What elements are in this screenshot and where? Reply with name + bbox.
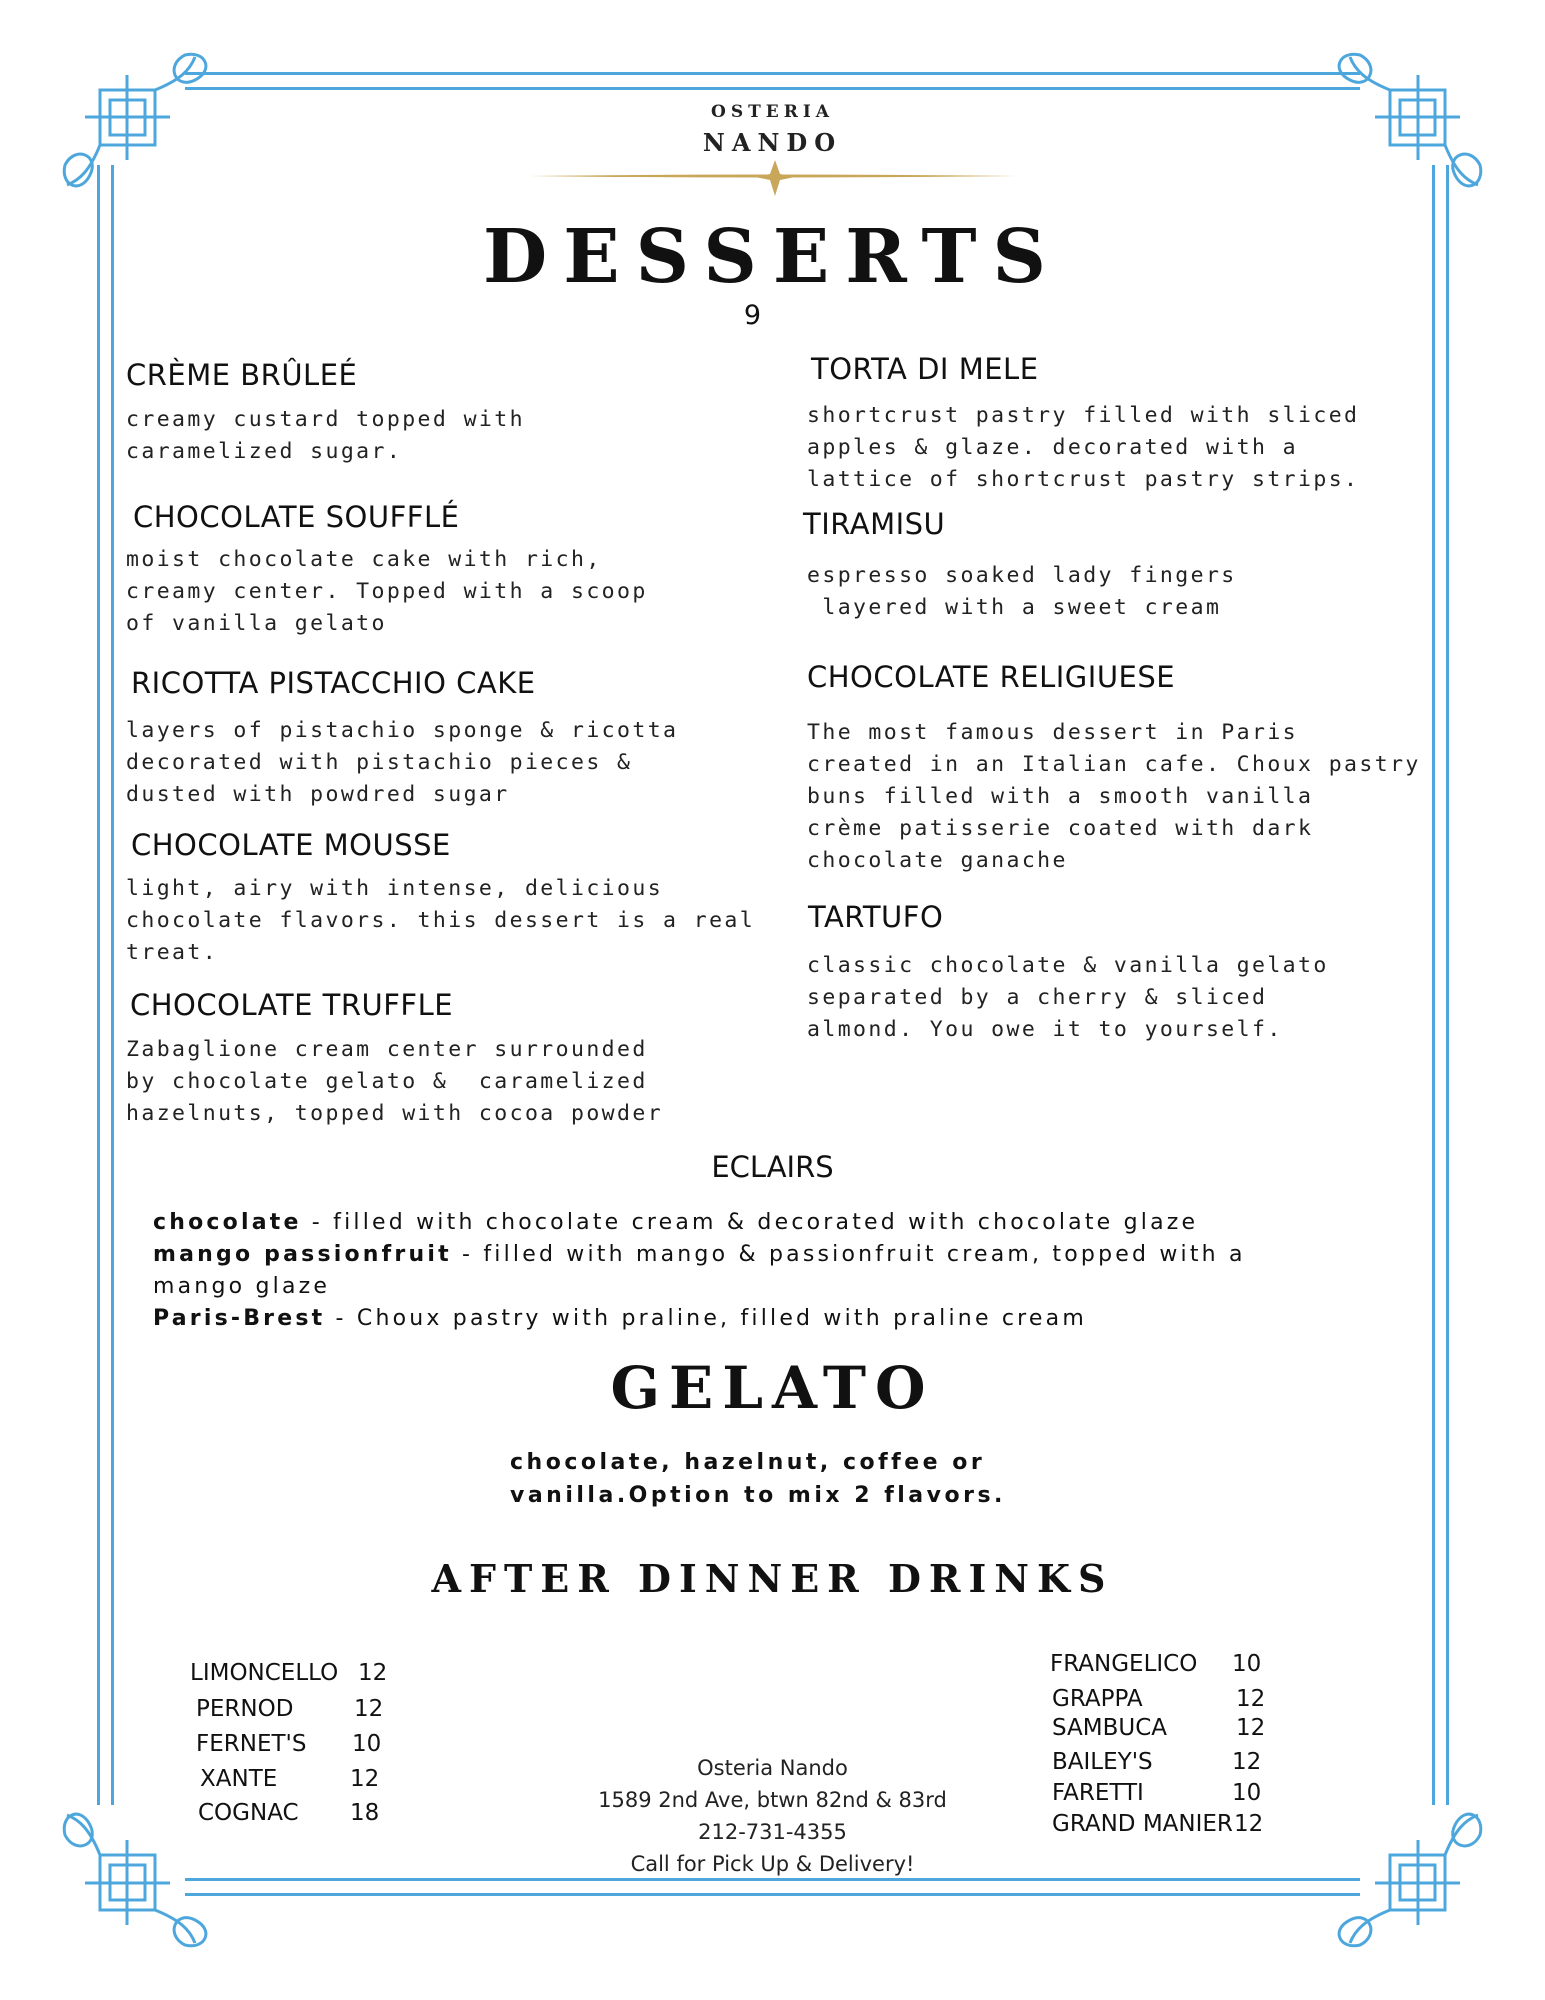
- dessert-name: TARTUFO: [808, 900, 944, 934]
- gold-star-divider: [530, 160, 1020, 200]
- eclair-description: - Choux pastry with praline, filled with praline cream: [325, 1306, 1087, 1331]
- drink-name: GRAND MANIER: [1052, 1811, 1233, 1837]
- drink-price: 12: [1236, 1715, 1266, 1741]
- drink-name: GRAPPA: [1052, 1686, 1143, 1712]
- brand-name-small: OSTERIA: [711, 102, 834, 122]
- drink-item: [1052, 1715, 1266, 1741]
- drink-name: SAMBUCA: [1052, 1715, 1168, 1741]
- drink-item: [196, 1696, 384, 1722]
- drink-item: [190, 1660, 388, 1686]
- dessert-name: CHOCOLATE SOUFFLÉ: [133, 500, 460, 534]
- contact-restaurant-name: Osteria Nando: [697, 1756, 848, 1780]
- dessert-description: espresso soaked lady fingers layered with a sweet cream: [807, 563, 1237, 620]
- eclairs-title: ECLAIRS: [711, 1150, 834, 1184]
- frame-top-inner: [185, 87, 1360, 90]
- dessert-name: CRÈME BRÛLEÉ: [126, 358, 358, 392]
- dessert-name: CHOCOLATE RELIGIUESE: [807, 660, 1176, 694]
- drink-price: 18: [350, 1800, 380, 1826]
- gelato-title: GELATO: [610, 1354, 935, 1422]
- dessert-name: CHOCOLATE TRUFFLE: [130, 988, 454, 1022]
- drinks-title: AFTER DINNER DRINKS: [431, 1556, 1114, 1601]
- dessert-name: TORTA DI MELE: [811, 352, 1039, 386]
- eclair-item: [153, 1303, 1413, 1335]
- contact-note: Call for Pick Up & Delivery!: [630, 1852, 915, 1876]
- drink-price: 10: [352, 1731, 382, 1757]
- drink-price: 12: [1232, 1749, 1262, 1775]
- drink-name: COGNAC: [198, 1800, 299, 1826]
- desserts-price: 9: [743, 300, 762, 331]
- drink-price: 12: [350, 1766, 380, 1792]
- drink-name: FERNET'S: [196, 1731, 307, 1757]
- contact-address: 1589 2nd Ave, btwn 82nd & 83rd: [598, 1788, 947, 1812]
- eclair-description: mango glaze: [153, 1274, 331, 1299]
- dessert-name: CHOCOLATE MOUSSE: [131, 828, 451, 862]
- dessert-description: classic chocolate & vanilla gelato separated by a cherry & sliced almond. You owe it to yourself.: [807, 953, 1329, 1042]
- drink-price: 12: [354, 1696, 384, 1722]
- dessert-description: creamy custard topped with caramelized sugar.: [126, 407, 525, 464]
- eclair-item: [153, 1239, 1413, 1271]
- drink-name: FARETTI: [1052, 1780, 1144, 1806]
- dessert-name: TIRAMISU: [803, 507, 946, 541]
- dessert-description: light, airy with intense, delicious chocolate flavors. this dessert is a real treat.: [126, 876, 756, 965]
- drink-price: 12: [358, 1660, 388, 1686]
- drink-price: 12: [1236, 1686, 1266, 1712]
- eclair-item: [153, 1207, 1413, 1239]
- drink-item: [1052, 1686, 1266, 1712]
- dessert-description: layers of pistachio sponge & ricotta decorated with pistachio pieces & dusted with powdred sugar: [126, 718, 679, 807]
- drink-name: PERNOD: [196, 1696, 294, 1722]
- dessert-description: shortcrust pastry filled with sliced apples & glaze. decorated with a lattice of shortcrust pastry strips.: [807, 403, 1360, 492]
- drink-price: 10: [1232, 1780, 1262, 1806]
- brand-name-large: NANDO: [702, 128, 843, 157]
- frame-top-outer: [185, 72, 1360, 75]
- drink-item: [1050, 1651, 1262, 1677]
- frame-bottom-outer: [185, 1893, 1360, 1896]
- drink-price: 12: [1234, 1811, 1264, 1837]
- eclair-name: chocolate: [153, 1210, 302, 1235]
- dessert-description: moist chocolate cake with rich, creamy center. Topped with a scoop of vanilla gelato: [126, 547, 648, 636]
- drink-name: XANTE: [200, 1766, 278, 1792]
- dessert-description: Zabaglione cream center surrounded by chocolate gelato & caramelized hazelnuts, topped with cocoa powder: [126, 1037, 664, 1126]
- eclair-description: - filled with mango & passionfruit cream, topped with a: [451, 1242, 1246, 1267]
- dessert-description: The most famous dessert in Paris created in an Italian cafe. Choux pastry buns filled with a smooth vanilla crème patisserie coated with dark chocolate ganache: [807, 720, 1421, 873]
- gelato-description: chocolate, hazelnut, coffee or vanilla.Option to mix 2 flavors.: [510, 1450, 1006, 1508]
- eclair-name: Paris-Brest: [153, 1306, 326, 1331]
- desserts-title: DESSERTS: [483, 214, 1062, 300]
- drink-price: 10: [1232, 1651, 1262, 1677]
- drink-name: FRANGELICO: [1050, 1651, 1198, 1677]
- eclair-name: mango passionfruit: [153, 1242, 452, 1267]
- eclair-item-continued: [153, 1271, 1413, 1303]
- contact-phone[interactable]: 212-731-4355: [698, 1820, 847, 1844]
- eclair-description: - filled with chocolate cream & decorated with chocolate glaze: [301, 1210, 1199, 1235]
- drink-name: BAILEY'S: [1052, 1749, 1153, 1775]
- drink-name: LIMONCELLO: [190, 1660, 339, 1686]
- dessert-name: RICOTTA PISTACCHIO CAKE: [131, 666, 536, 700]
